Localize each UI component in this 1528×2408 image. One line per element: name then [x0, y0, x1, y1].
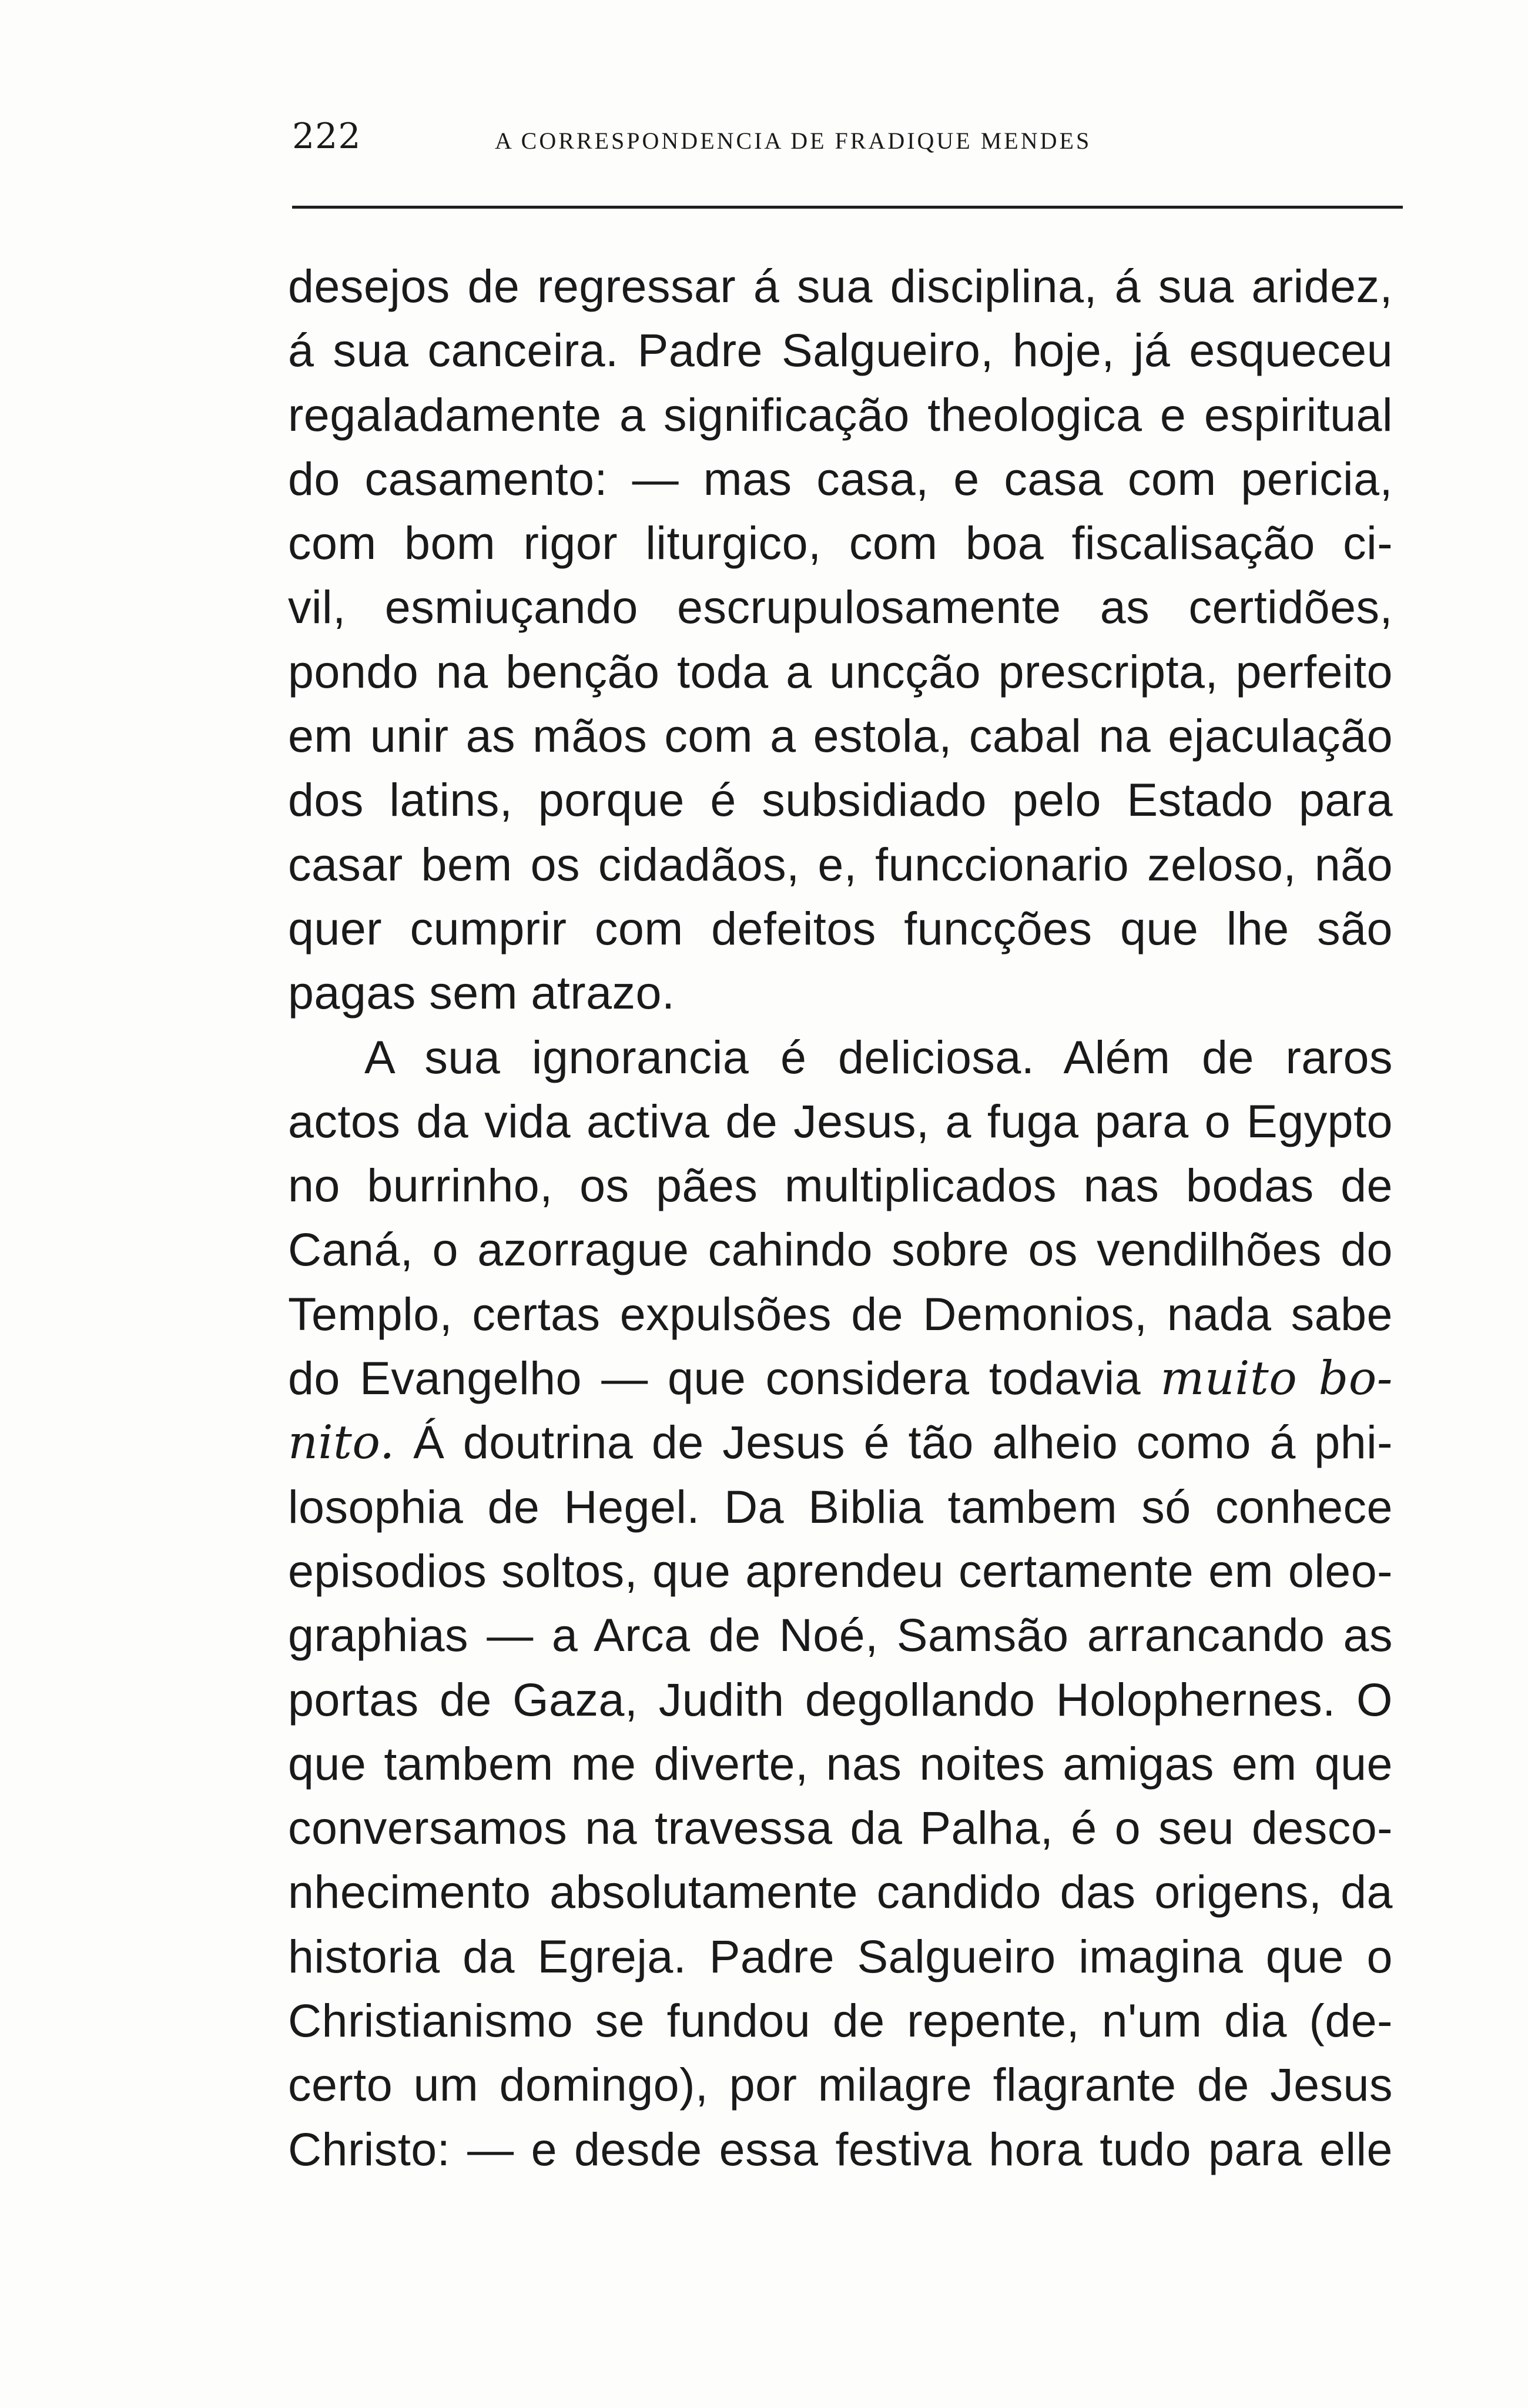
text-line: vil, esmiuçando escrupulosamente as certidões, — [288, 581, 1393, 634]
text-line: A sua ignorancia é deliciosa. Além de raros — [364, 1030, 1393, 1083]
text-line: á sua canceira. Padre Salgueiro, hoje, já esqueceu — [288, 324, 1393, 377]
body-text — [288, 254, 1393, 2181]
text-line: pagas sem atrazo. — [288, 966, 675, 1019]
italic-segment: nito. — [288, 1415, 395, 1470]
text-line: actos da vida activa de Jesus, a fuga para o Egypto — [288, 1094, 1393, 1147]
text-line: Christianismo se fundou de repente, n'um dia (de- — [288, 1994, 1393, 2047]
header-rule — [292, 206, 1403, 209]
text-line: dos latins, porque é subsidiado pelo Estado para — [288, 773, 1393, 826]
text-line: pondo na benção toda a uncção prescripta, perfeito — [288, 645, 1393, 698]
running-head — [292, 113, 1409, 166]
running-title: A CORRESPONDENCIA DE FRADIQUE MENDES — [495, 128, 1092, 154]
text-line: casar bem os cidadãos, e, funccionario zeloso, não — [288, 838, 1393, 890]
text-line: regaladamente a significação theologica e espiritual — [288, 388, 1393, 441]
text-line: em unir as mãos com a estola, cabal na ejaculação — [288, 709, 1393, 762]
text-segment: do Evangelho — que considera todavia — [288, 1352, 1161, 1405]
italic-segment: muito bo- — [1160, 1351, 1393, 1406]
text-line: portas de Gaza, Judith degollando Holophernes. O — [288, 1673, 1393, 1726]
text-line: nhecimento absolutamente candido das origens, da — [288, 1866, 1393, 1918]
text-line: losophia de Hegel. Da Biblia tambem só conhece — [288, 1480, 1393, 1533]
text-segment: Á doutrina de Jesus é tão alheio como á phi- — [394, 1416, 1393, 1469]
text-line: Christo: — e desde essa festiva hora tudo para elle — [288, 2122, 1393, 2175]
text-line: quer cumprir com defeitos funcções que lhe são — [288, 902, 1393, 955]
text-line: Templo, certas expulsões de Demonios, nada sabe — [288, 1287, 1393, 1340]
text-line-mixed — [288, 1346, 1393, 1410]
text-line-mixed — [288, 1410, 1393, 1474]
page-number: 222 — [292, 116, 361, 157]
text-line: episodios soltos, que aprendeu certamente em oleo- — [288, 1544, 1393, 1597]
text-line: historia da Egreja. Padre Salgueiro imagina que o — [288, 1930, 1393, 1982]
text-line: no burrinho, os pães multiplicados nas bodas de — [288, 1159, 1393, 1212]
text-line: desejos de regressar á sua disciplina, á sua aridez, — [288, 260, 1393, 312]
text-line: do casamento: — mas casa, e casa com pericia, — [288, 452, 1393, 505]
text-line: com bom rigor liturgico, com boa fiscalisação ci- — [288, 517, 1393, 570]
text-line: graphias — a Arca de Noé, Samsão arrancando as — [288, 1609, 1393, 1662]
text-line: que tambem me diverte, nas noites amigas em que — [288, 1737, 1393, 1790]
text-line: certo um domingo), por milagre flagrante de Jesus — [288, 2058, 1393, 2111]
text-line: Caná, o azorrague cahindo sobre os vendilhões do — [288, 1223, 1393, 1276]
text-line: conversamos na travessa da Palha, é o seu desco- — [288, 1801, 1393, 1854]
